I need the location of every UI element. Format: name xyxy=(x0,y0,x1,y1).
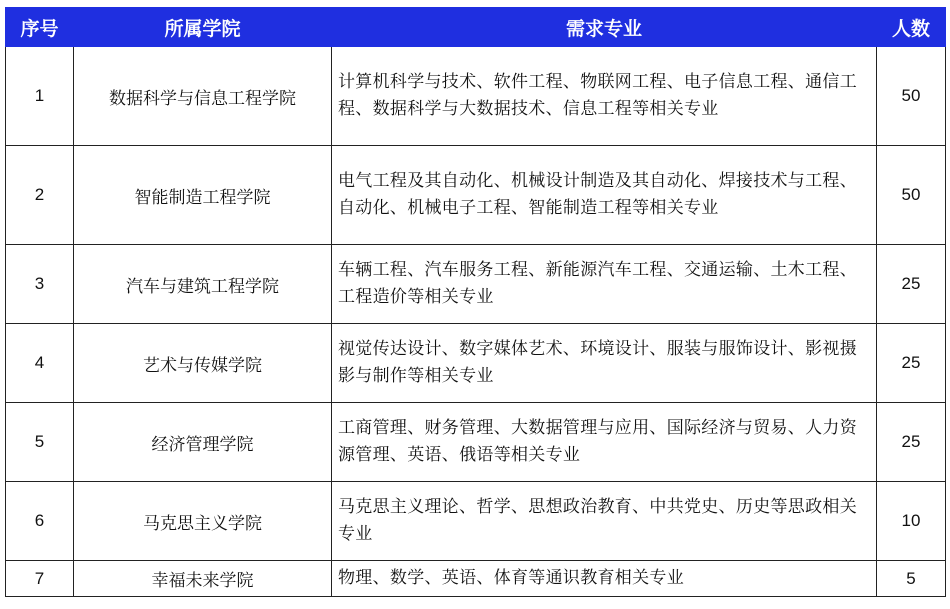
table-row xyxy=(6,561,946,597)
row-college: 数据科学与信息工程学院 xyxy=(74,47,332,146)
row-majors: 工商管理、财务管理、大数据管理与应用、国际经济与贸易、人力资源管理、英语、俄语等相关专业 xyxy=(332,403,877,482)
row-count: 25 xyxy=(877,245,946,324)
row-index: 2 xyxy=(6,146,74,245)
row-college: 智能制造工程学院 xyxy=(74,146,332,245)
row-college: 幸福未来学院 xyxy=(74,561,332,597)
row-majors: 物理、数学、英语、体育等通识教育相关专业 xyxy=(332,561,877,597)
header-majors: 需求专业 xyxy=(332,8,877,47)
row-index: 5 xyxy=(6,403,74,482)
table-row xyxy=(6,47,946,146)
table-row xyxy=(6,245,946,324)
majors-demand-table xyxy=(5,7,946,597)
header-index: 序号 xyxy=(6,8,74,47)
row-college: 经济管理学院 xyxy=(74,403,332,482)
row-majors: 车辆工程、汽车服务工程、新能源汽车工程、交通运输、土木工程、工程造价等相关专业 xyxy=(332,245,877,324)
row-count: 5 xyxy=(877,561,946,597)
row-count: 50 xyxy=(877,47,946,146)
row-college: 汽车与建筑工程学院 xyxy=(74,245,332,324)
row-count: 25 xyxy=(877,324,946,403)
row-college: 马克思主义学院 xyxy=(74,482,332,561)
row-index: 3 xyxy=(6,245,74,324)
header-count: 人数 xyxy=(877,8,946,47)
row-majors: 计算机科学与技术、软件工程、物联网工程、电子信息工程、通信工程、数据科学与大数据技术、信息工程等相关专业 xyxy=(332,47,877,146)
table-row xyxy=(6,403,946,482)
row-majors: 马克思主义理论、哲学、思想政治教育、中共党史、历史等思政相关专业 xyxy=(332,482,877,561)
row-index: 4 xyxy=(6,324,74,403)
table-row xyxy=(6,482,946,561)
row-majors: 视觉传达设计、数字媒体艺术、环境设计、服装与服饰设计、影视摄影与制作等相关专业 xyxy=(332,324,877,403)
row-index: 7 xyxy=(6,561,74,597)
row-index: 1 xyxy=(6,47,74,146)
row-index: 6 xyxy=(6,482,74,561)
row-count: 50 xyxy=(877,146,946,245)
table-row xyxy=(6,146,946,245)
row-majors: 电气工程及其自动化、机械设计制造及其自动化、焊接技术与工程、自动化、机械电子工程、智能制造工程等相关专业 xyxy=(332,146,877,245)
table-header-row xyxy=(6,8,946,47)
row-count: 10 xyxy=(877,482,946,561)
row-college: 艺术与传媒学院 xyxy=(74,324,332,403)
table-row xyxy=(6,324,946,403)
header-college: 所属学院 xyxy=(74,8,332,47)
row-count: 25 xyxy=(877,403,946,482)
